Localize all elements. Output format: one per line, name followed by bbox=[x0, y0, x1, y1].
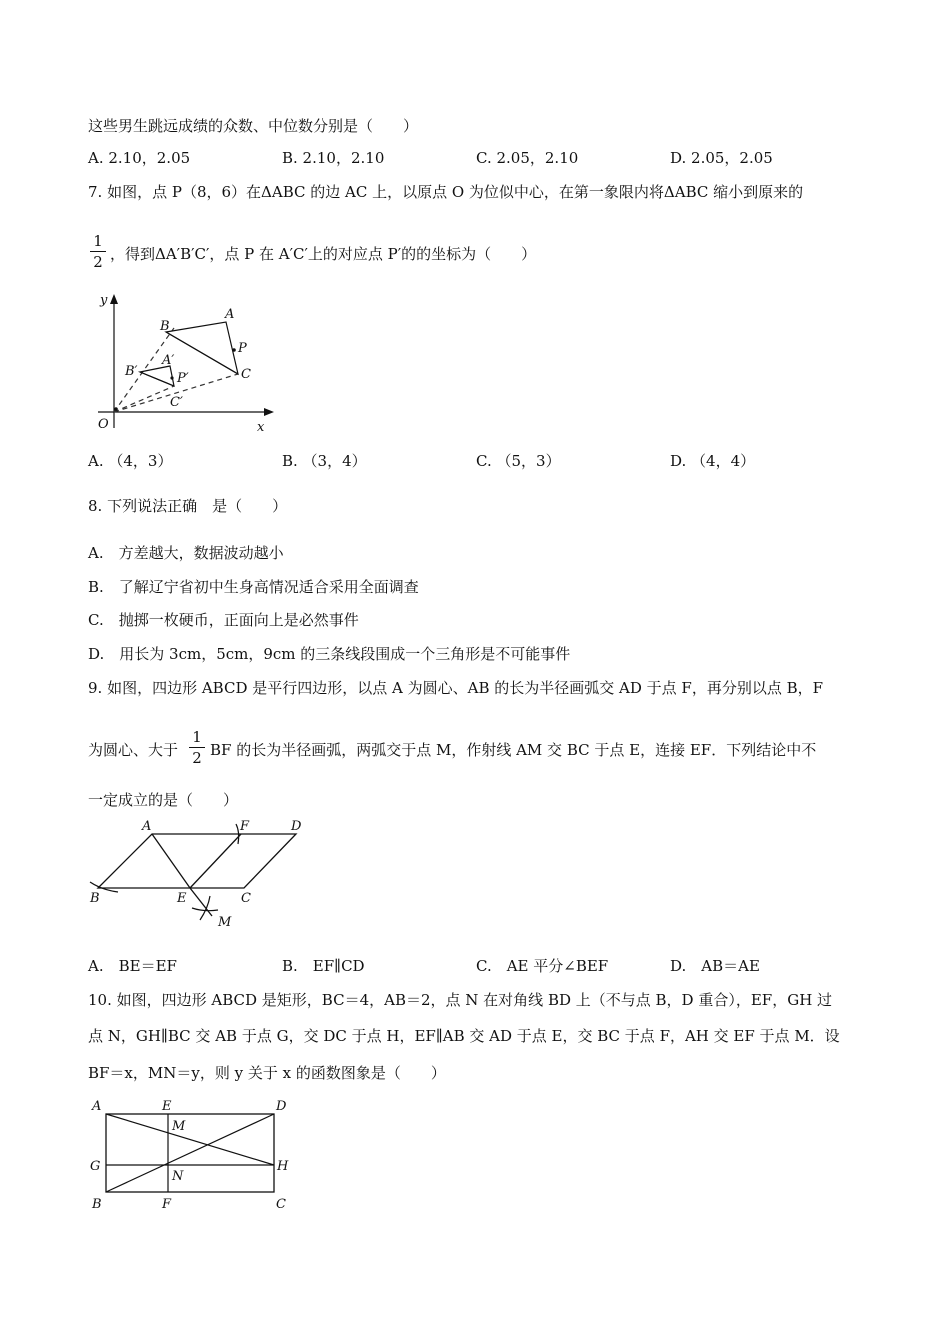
q10-label-a: A bbox=[92, 1099, 102, 1114]
q7-label-p: P bbox=[238, 341, 247, 356]
q9-figure bbox=[84, 812, 324, 934]
q9-stem-line3: 一定成立的是（ ） bbox=[88, 791, 239, 809]
q10-stem: 10. 如图，四边形 ABCD 是矩形，BC＝4，AB＝2，点 N 在对角线 BD 上（不与点 B，D 重合），EF，GH 过 bbox=[88, 991, 833, 1009]
q9-label-m: M bbox=[218, 915, 232, 930]
q9-fraction bbox=[189, 728, 205, 767]
q10-label-c: C bbox=[276, 1197, 286, 1212]
q9-label-f: F bbox=[240, 819, 250, 834]
q8-stem: 8. 下列说法正确 是（ ） bbox=[88, 497, 288, 515]
q8-option-d: D. 用长为 3cm，5cm，9cm 的三条线段围成一个三角形是不可能事件 bbox=[88, 645, 571, 663]
q8-option-b: B. 了解辽宁省初中生身高情况适合采用全面调查 bbox=[88, 578, 419, 596]
q9-label-d: D bbox=[291, 819, 302, 834]
q10-label-h: H bbox=[277, 1159, 289, 1174]
q6-option-b: B. 2.10，2.10 bbox=[282, 149, 385, 167]
q9-option-d: D. AB＝AE bbox=[670, 957, 760, 975]
q8-option-a: A. 方差越大，数据波动越小 bbox=[88, 544, 284, 562]
q10-label-m: M bbox=[172, 1119, 186, 1134]
q9-label-c: C bbox=[241, 891, 251, 906]
q9-option-a: A. BE＝EF bbox=[88, 957, 177, 975]
q7-label-c: C bbox=[241, 367, 251, 382]
q9-option-c: C. AE 平分∠BEF bbox=[476, 957, 609, 975]
q10-label-g: G bbox=[90, 1159, 101, 1174]
q10-label-f: F bbox=[162, 1197, 172, 1212]
q6-option-c: C. 2.05，2.10 bbox=[476, 149, 579, 167]
q9-stem-post-fraction: BF 的长为半径画弧，两弧交于点 M，作射线 AM 交 BC 于点 E，连接 EF．下列结论中不 bbox=[210, 741, 817, 759]
q7-stem: 7. 如图，点 P（8，6）在ΔABC 的边 AC 上，以原点 O 为位似中心，在第一象限内将ΔABC 缩小到原来的 bbox=[88, 183, 804, 201]
q7-option-c: C. （5，3） bbox=[476, 452, 561, 470]
q7-label-a: A bbox=[225, 307, 235, 322]
q6-stem: 这些男生跳远成绩的众数、中位数分别是（ ） bbox=[88, 117, 419, 135]
q7-label-o: O bbox=[98, 417, 109, 432]
q7-stem-continued: ，得到ΔA′B′C′，点 P 在 A′C′上的对应点 P′的的坐标为（ ） bbox=[110, 245, 537, 263]
q10-label-e: E bbox=[162, 1099, 172, 1114]
q10-label-b: B bbox=[92, 1197, 102, 1212]
q7-label-y: y bbox=[100, 293, 108, 308]
q7-option-a: A. （4，3） bbox=[88, 452, 173, 470]
q10-stem-line2: 点 N，GH∥BC 交 AB 于点 G，交 DC 于点 H，EF∥AB 交 AD 于点 E，交 BC 于点 F，AH 交 EF 于点 M．设 bbox=[88, 1027, 840, 1045]
q10-figure bbox=[86, 1094, 306, 1218]
q7-option-d: D. （4，4） bbox=[670, 452, 756, 470]
q7-fraction bbox=[90, 232, 106, 271]
q9-label-b: B bbox=[90, 891, 100, 906]
q10-stem-line3: BF＝x，MN＝y，则 y 关于 x 的函数图象是（ ） bbox=[88, 1064, 446, 1082]
q9-option-b: B. EF∥CD bbox=[282, 957, 365, 975]
q9-fraction-numerator: 1 bbox=[192, 728, 202, 746]
q7-label-p-prime: P′ bbox=[177, 371, 189, 386]
q9-fraction-denominator: 2 bbox=[192, 749, 202, 767]
q7-fraction-numerator: 1 bbox=[93, 232, 103, 250]
q10-label-d: D bbox=[276, 1099, 287, 1114]
q9-label-a: A bbox=[142, 819, 152, 834]
q7-option-b: B. （3，4） bbox=[282, 452, 367, 470]
q7-label-b-prime: B′ bbox=[125, 364, 138, 379]
q8-option-c: C. 抛掷一枚硬币，正面向上是必然事件 bbox=[88, 611, 359, 629]
q6-option-d: D. 2.05，2.05 bbox=[670, 149, 773, 167]
q7-label-b: B bbox=[160, 319, 170, 334]
q9-stem: 9. 如图，四边形 ABCD 是平行四边形，以点 A 为圆心、AB 的长为半径画弧交 AD 于点 F，再分别以点 B，F bbox=[88, 679, 824, 697]
q7-figure bbox=[88, 288, 288, 436]
q7-fraction-denominator: 2 bbox=[93, 253, 103, 271]
q9-label-e: E bbox=[177, 891, 187, 906]
q7-label-a-prime: A′ bbox=[162, 353, 175, 368]
q6-option-a: A. 2.10，2.05 bbox=[88, 149, 191, 167]
q10-label-n: N bbox=[172, 1169, 184, 1184]
q7-label-c-prime: C′ bbox=[170, 395, 183, 410]
q7-label-x: x bbox=[257, 420, 265, 435]
q9-stem-pre-fraction: 为圆心、大于 bbox=[88, 741, 179, 759]
